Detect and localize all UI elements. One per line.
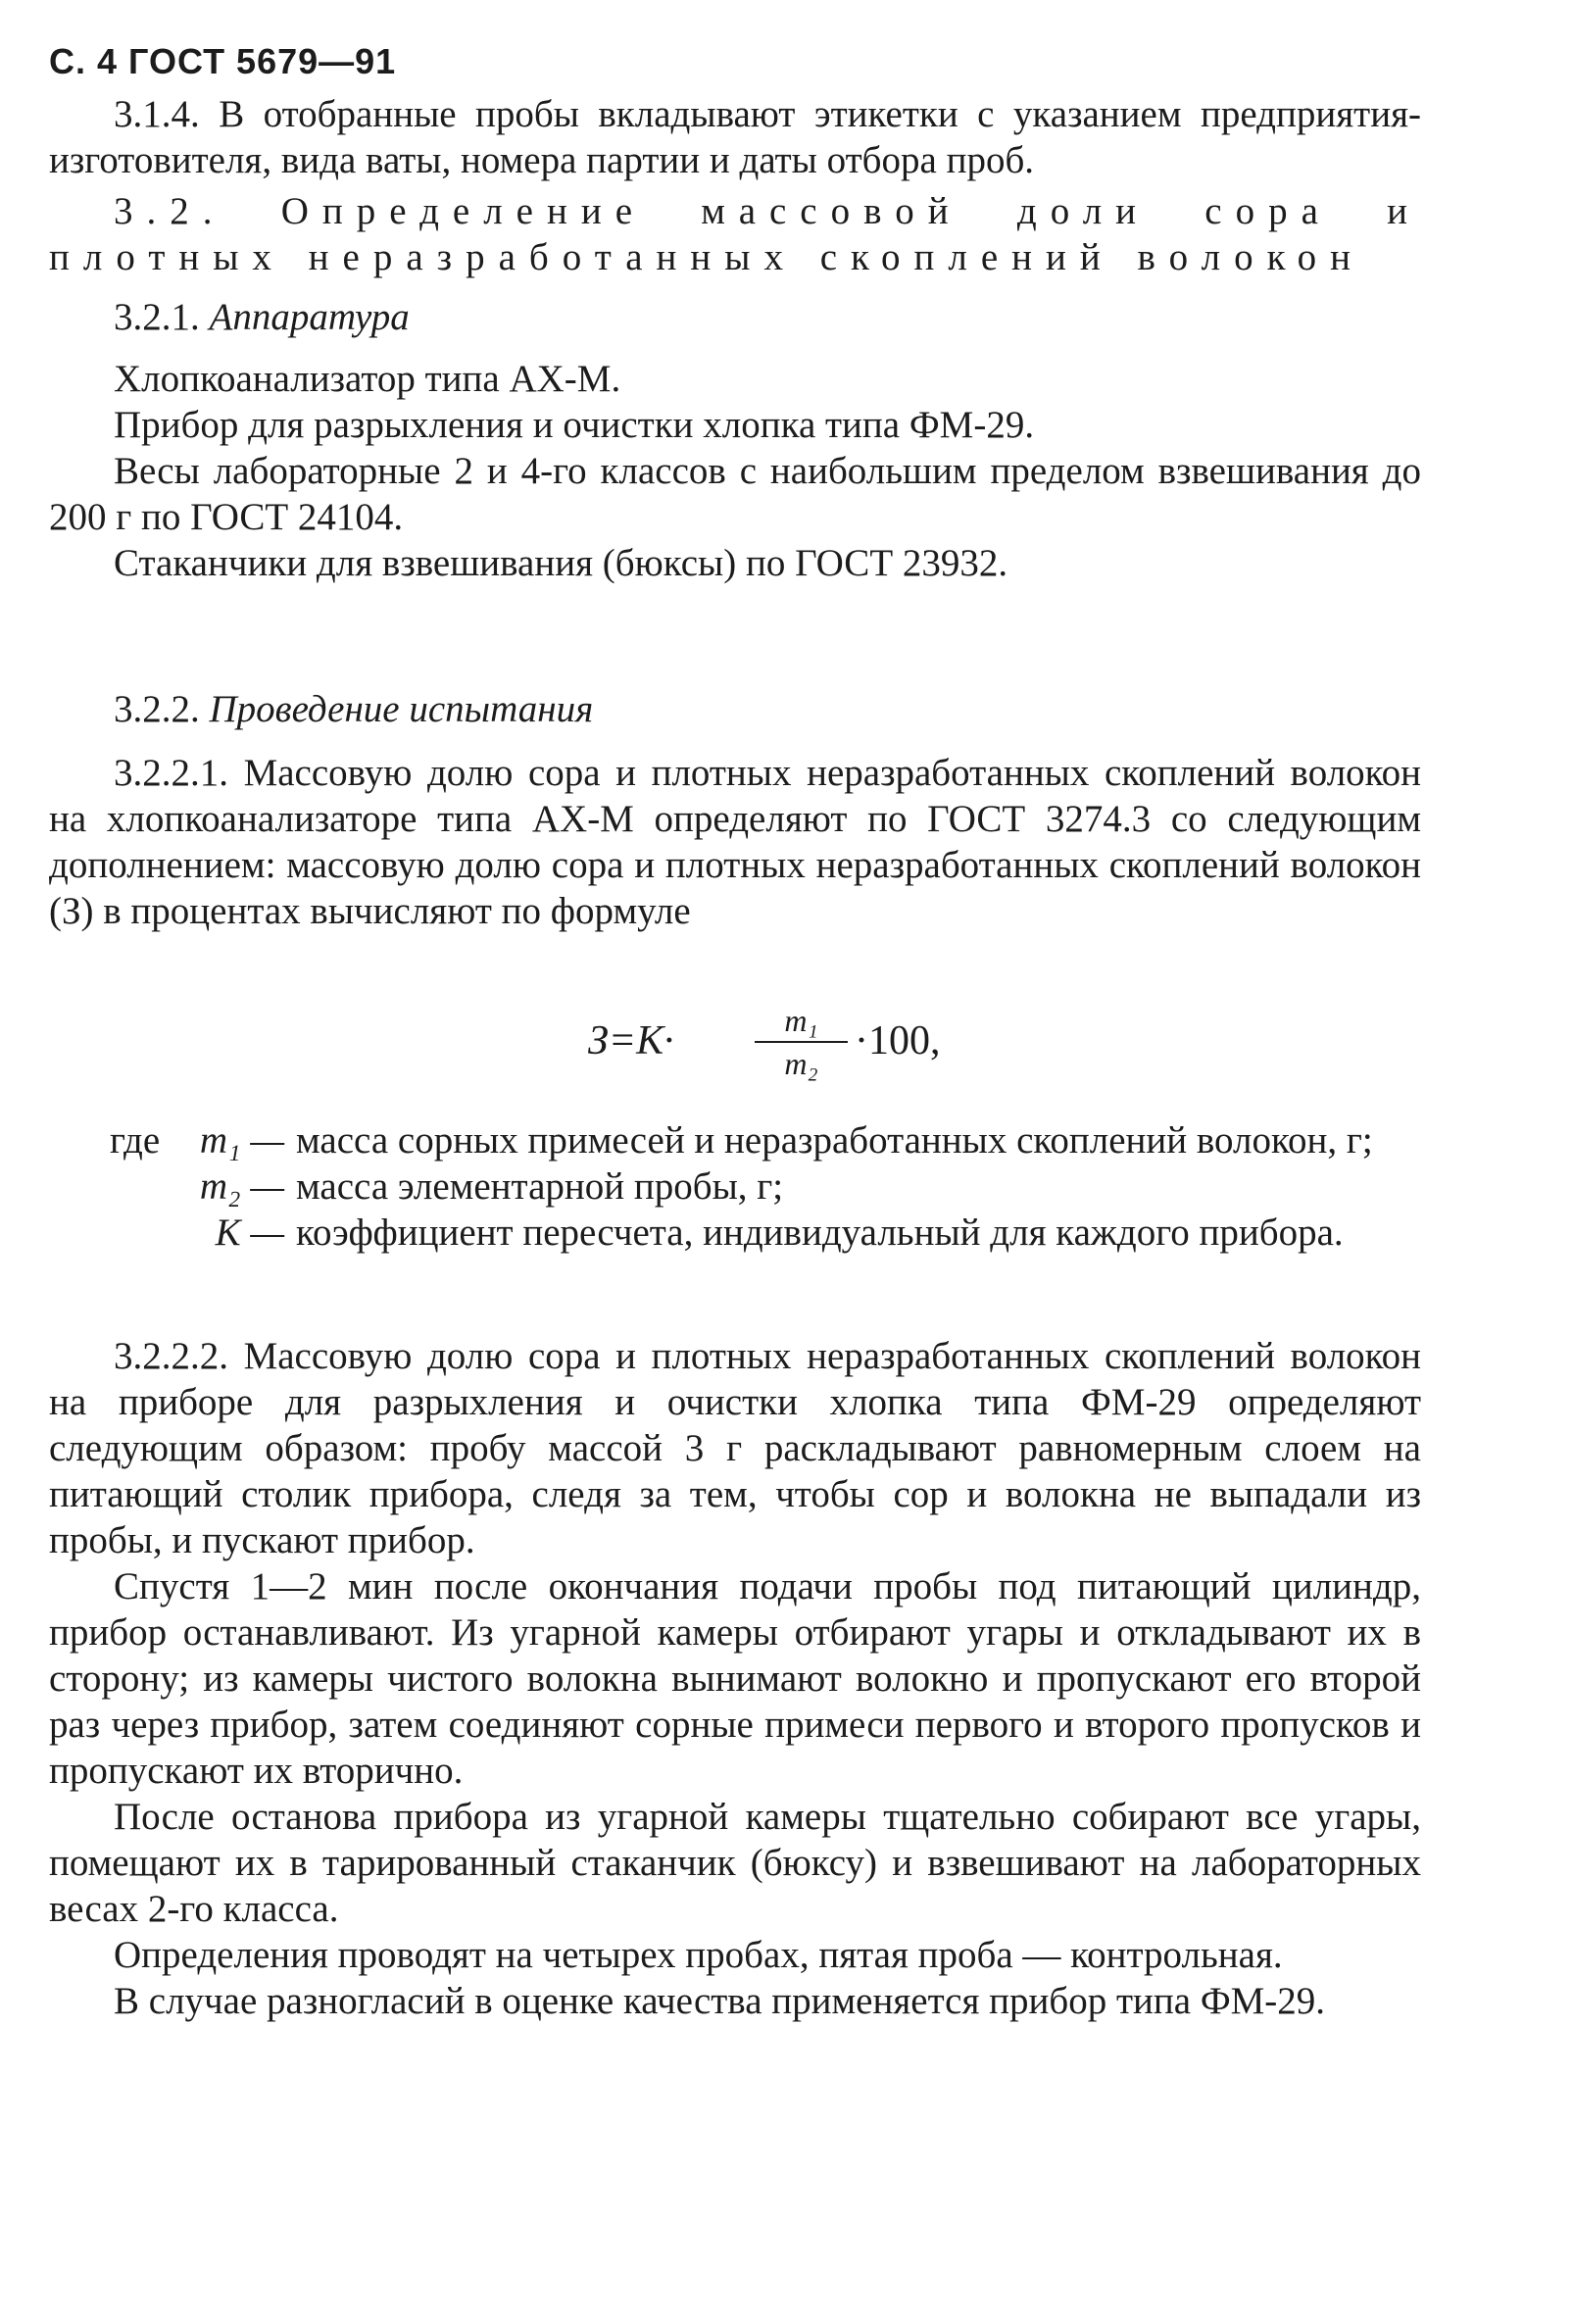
equipment-item: Хлопкоанализатор типа АХ-М. <box>114 358 621 400</box>
legend-key: m₂ — <box>199 1165 284 1208</box>
subsection-3-2-2 <box>49 686 1421 732</box>
paragraph-text: В случае разногласий в оценке качества применяется прибор типа ФМ-29. <box>114 1980 1326 2022</box>
paragraph-3-2-2-1 <box>49 750 1421 934</box>
section-3-2-title <box>49 188 1421 280</box>
paragraph-3-1-4 <box>49 91 1421 183</box>
fraction-bar <box>755 1041 848 1043</box>
paragraph-text: 3.2.2.1. Массовую долю сора и плотных неразработанных скоплений волокон на хлопкоанализаторе типа АХ-М определяют по ГОСТ 3274.3 со следующим дополнением: массовую долю сора и плотных неразработанных скоплений волокон (З) в процентах вычисляют по формуле <box>49 752 1421 932</box>
formula-rhs: ·100, <box>855 1018 941 1063</box>
subsection-heading-title: Аппаратура <box>209 296 410 338</box>
section-title-text: 3.2. Определение массовой доли сора и плотных неразработанных скоплений волокон <box>49 190 1421 278</box>
formula-lhs: З=К· <box>588 1018 674 1063</box>
formula-fraction <box>755 1002 848 1082</box>
subsection-heading: 3.2.1. Аппаратура <box>114 296 410 338</box>
legend-lead: где <box>110 1119 161 1162</box>
page-header: С. 4 ГОСТ 5679—91 <box>49 41 397 81</box>
legend-row <box>49 1163 1421 1210</box>
equipment-item: Прибор для разрыхления и очистки хлопка типа ФМ-29. <box>114 404 1035 446</box>
subsection-heading: 3.2.2. Проведение испытания <box>114 688 594 730</box>
legend-row <box>49 1210 1421 1256</box>
subsection-3-2-1 <box>49 294 1421 340</box>
formula <box>588 1002 1078 1110</box>
formula-denominator: m₂ <box>784 1046 818 1081</box>
equipment-item: Стаканчики для взвешивания (бюксы) по ГОСТ 23932. <box>114 542 1008 584</box>
equipment-item: Весы лабораторные 2 и 4-го классов с наибольшим пределом взвешивания до 200 г по ГОСТ 24104. <box>49 450 1421 538</box>
formula-legend <box>49 1117 1421 1256</box>
legend-key: К — <box>215 1211 284 1254</box>
legend-row <box>49 1117 1421 1163</box>
legend-definition: масса сорных примесей и неразработанных скоплений волокон, г; <box>296 1119 1373 1162</box>
paragraph-3-2-2-2: 3.2.2.2. Массовую долю сора и плотных неразработанных скоплений волокон на приборе для разрыхления и очистки хлопка типа ФМ-29 определяют следующим образом: пробу массой 3 г раскладывают равномерным слоем на питающий столик прибора, следя за тем, чтобы сор и волокна не выпадали из пробы, и пускают прибор. <box>49 1335 1421 1561</box>
legend-key: m₁ — <box>199 1119 284 1162</box>
legend-definition: масса элементарной пробы, г; <box>296 1165 784 1208</box>
subsection-heading-title: Проведение испытания <box>209 688 594 730</box>
paragraph-text: 3.1.4. В отобранные пробы вкладывают этикетки с указанием предприятия-изготовителя, вида ваты, номера партии и даты отбора проб. <box>49 93 1421 181</box>
equipment-list <box>49 356 1421 586</box>
paragraph-text: Определения проводят на четырех пробах, пятая проба — контрольная. <box>114 1934 1283 1976</box>
formula-numerator: m₁ <box>784 1003 818 1038</box>
paragraph-text: После останова прибора из угарной камеры тщательно собирают все угары, помещают их в тарированный стаканчик (бюксу) и взвешивают на лабораторных весах 2-го класса. <box>49 1796 1421 1930</box>
legend-definition: коэффициент пересчета, индивидуальный для каждого прибора. <box>296 1211 1344 1254</box>
paragraphs-after <box>49 1333 1421 2024</box>
paragraph-text: Спустя 1—2 мин после окончания подачи пробы под питающий цилиндр, прибор останавливают. Из угарной камеры отбирают угары и откладывают их в сторону; из камеры чистого волокна вынимают волокно и пропускают его второй раз через прибор, затем соединяют сорные примеси первого и второго пропусков и пропускают их вторично. <box>49 1565 1421 1792</box>
